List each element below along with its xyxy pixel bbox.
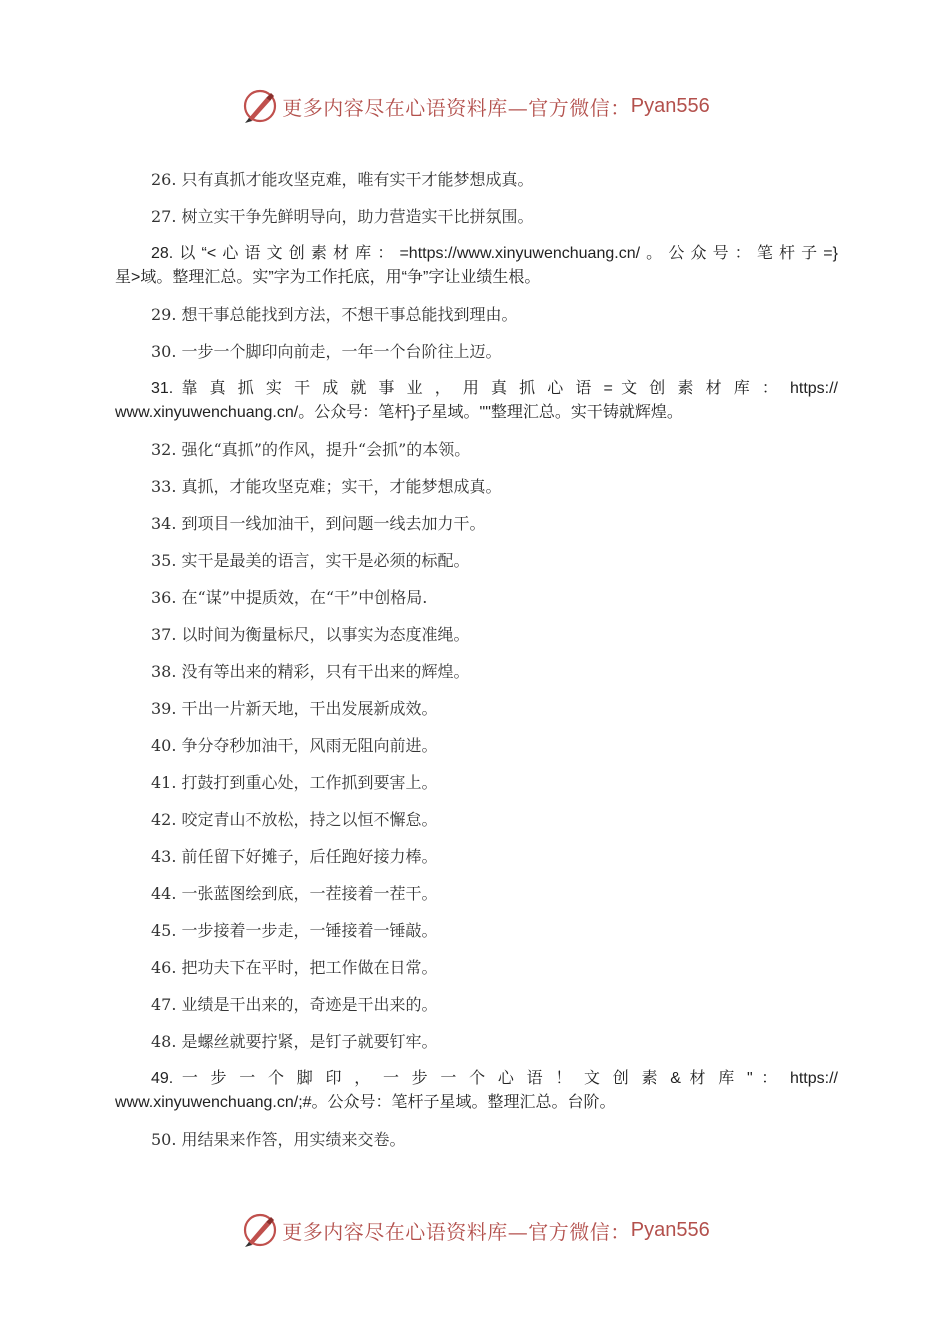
list-item-line: 49. 一 步 一 个 脚 印 ， 一 步 一 个 心 语 ！ 文 创 素 & 材 库 " ： https:// [151,1070,838,1087]
banner-text: 更多内容尽在心语资料库—官方微信： [282,95,631,120]
list-item: 35. 实干是最美的语言，实干是必须的标配。 [151,551,470,570]
list-item: 39. 干出一片新天地，干出发展新成效。 [151,699,438,718]
list-item-49 [115,1067,838,1115]
list-item: 48. 是螺丝就要拧紧，是钉子就要钉牢。 [151,1032,438,1051]
list-item: 33. 真抓，才能攻坚克难；实干，才能梦想成真。 [151,477,502,496]
list-item: 42. 咬定青山不放松，持之以恒不懈怠。 [151,810,438,829]
list-item-line: 28.以“<心语文创素材库：=https://www.xinyuwenchuang.cn/。公众号：笔杆子=} [151,245,838,262]
list-item-line: 星>域。整理汇总。实”字为工作托底，用“争”字让业绩生根。 [115,269,541,286]
list-item-line: 31. 靠 真 抓 实 干 成 就 事 业 ， 用 真 抓 心 语 = 文 创 素 材 库 ： https:// [151,380,838,397]
list-item: 43. 前任留下好摊子，后任跑好接力棒。 [151,847,438,866]
list-item: 29. 想干事总能找到方法，不想干事总能找到理由。 [151,305,518,324]
list-item: 30. 一步一个脚印向前走，一年一个台阶往上迈。 [151,342,502,361]
list-item: 26. 只有真抓才能攻坚克难，唯有实干才能梦想成真。 [151,170,534,189]
list-item: 36. 在“谋”中提质效，在“干”中创格局. [151,588,428,607]
pen-logo-icon [240,86,280,126]
list-item: 47. 业绩是干出来的，奇迹是干出来的。 [151,995,438,1014]
list-item-28 [115,242,838,290]
list-item-line: www.xinyuwenchuang.cn/;#。公众号：笔杆子星域。整理汇总。台阶。 [115,1094,616,1111]
banner-text: 更多内容尽在心语资料库—官方微信： [282,1219,631,1244]
pen-logo-icon [240,1210,280,1250]
list-item: 37. 以时间为衡量标尺，以事实为态度准绳。 [151,625,470,644]
list-item: 27. 树立实干争先鲜明导向，助力营造实干比拼氛围。 [151,207,534,226]
list-item: 45. 一步接着一步走，一锤接着一锤敲。 [151,921,438,940]
list-item: 32. 强化“真抓”的作风，提升“会抓”的本领。 [151,440,471,459]
list-item: 40. 争分夺秒加油干，风雨无阻向前进。 [151,736,438,755]
list-item: 44. 一张蓝图绘到底，一茬接着一茬干。 [151,884,438,903]
wechat-id: Pyan556 [630,1218,710,1241]
footer-banner [0,1208,950,1252]
list-item: 34. 到项目一线加油干，到问题一线去加力干。 [151,514,486,533]
document-body [115,168,838,1152]
list-item-31 [115,377,838,425]
list-item: 41. 打鼓打到重心处，工作抓到要害上。 [151,773,438,792]
header-banner [0,84,950,128]
wechat-id: Pyan556 [630,94,710,117]
list-item: 46. 把功夫下在平时，把工作做在日常。 [151,958,438,977]
list-item: 50. 用结果来作答，用实绩来交卷。 [151,1130,406,1149]
list-item-line: www.xinyuwenchuang.cn/。公众号：笔杆}子星域。""整理汇总。实干铸就辉煌。 [115,404,683,421]
list-item: 38. 没有等出来的精彩，只有干出来的辉煌。 [151,662,470,681]
